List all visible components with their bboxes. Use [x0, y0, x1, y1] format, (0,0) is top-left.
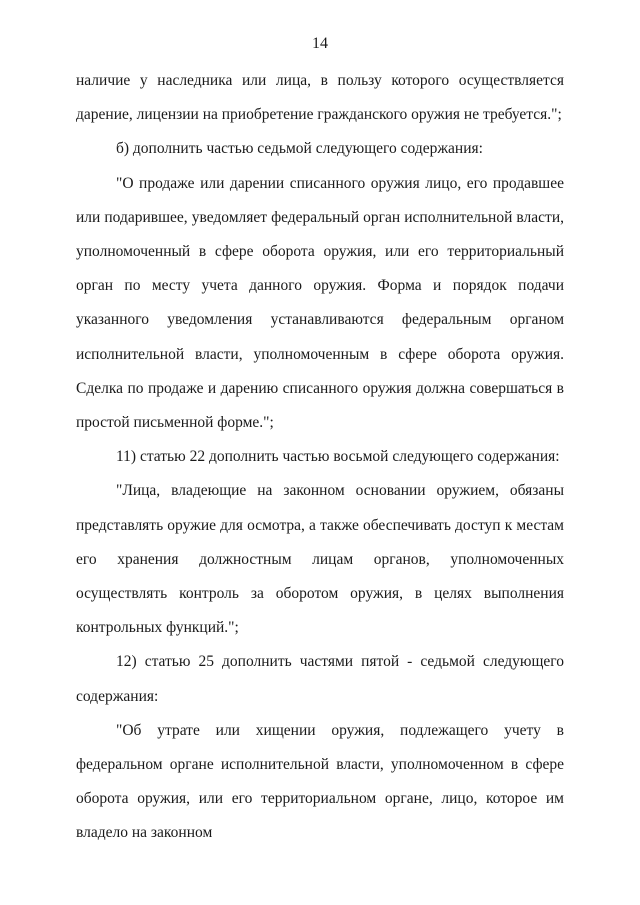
page-number: 14 — [312, 35, 328, 52]
paragraph-inheritance-continuation: наличие у наследника или лица, в пользу которого осуществляется дарение, лицензии на приобретение гражданского оружия не требуется."; — [76, 72, 564, 124]
paragraph-weapon-inspection: "Лица, владеющие на законном основании оружием, обязаны представлять оружие для осмотра, а также обеспечивать доступ к местам его хранения должностным лицам органов, уполномоченных осуществлять контроль за оборотом оружия, в целях выполнения контрольных функций."; — [76, 482, 564, 637]
paragraph-decommissioned-weapon-sale: "О продаже или дарении списанного оружия лицо, его продавшее или подарившее, уведомляет федеральный орган исполнительной власти, уполномоченный в сфере оборота оружия, или его территориальный орган по месту учета данного оружия. Форма и порядок подачи указанного уведомления устанавливаются федеральным органом исполнительной власти, уполномоченным в сфере оборота оружия. Сделка по продаже и дарению списанного оружия должна совершаться в простой письменной форме."; — [76, 174, 564, 432]
document-body — [76, 64, 564, 851]
paragraph-item-11: 11) статью 22 дополнить частью восьмой следующего содержания: — [116, 448, 560, 466]
paragraph-weapon-loss-theft: "Об утрате или хищении оружия, подлежащего учету в федеральном органе исполнительной власти, уполномоченном в сфере оборота оружия, или его территориальном органе, лицо, которое им владело на законном — [76, 721, 564, 842]
paragraph-item-12: 12) статью 25 дополнить частями пятой - седьмой следующего содержания: — [76, 653, 564, 705]
paragraph-amendment-b: б) дополнить частью седьмой следующего содержания: — [116, 140, 483, 158]
